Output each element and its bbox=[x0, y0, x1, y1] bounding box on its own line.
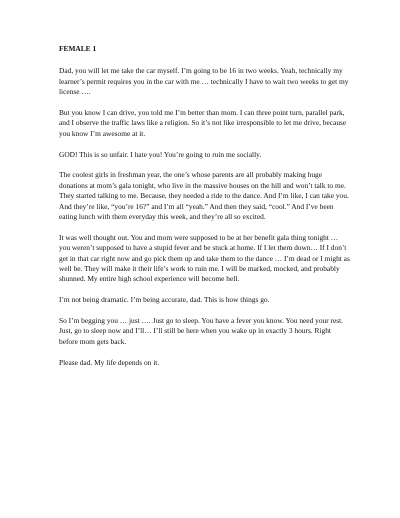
paragraph: The coolest girls in freshman year, the one’s whose parents are all probably making huge donations at mom’s gala tonight, who live in the massive houses on the hill and won’t talk to me. They started talking to me. Because, they needed a ride to the dance. And I’m like, I can take you. And they’re like, “you’re 16?” and I’m all “yeah.” And then they said, “cool.” And I’ve been eating lunch with them everyday this week, and they’re all so excited. bbox=[59, 170, 349, 222]
paragraph: GOD! This is so unfair. I hate you! You’re going to ruin me socially. bbox=[59, 149, 262, 159]
paragraph: So I’m begging you … just …. Just go to sleep. You have a fever you know. You need your rest. Just, go to sleep now and I’ll… I’ll still be here when you wake up in exactly 3 hours. Right before mom gets back. bbox=[59, 316, 344, 346]
paragraph: I’m not being dramatic. I’m being accurate, dad. This is how things go. bbox=[59, 295, 270, 305]
paragraph: But you know I can drive, you told me I’m better than mom. I can three point turn, parallel park, and I observe the traffic laws like a religion. So it’s not like irresponsible to let me drive, because you know I’m awesome at it. bbox=[59, 108, 347, 138]
document-heading: FEMALE 1 bbox=[59, 44, 97, 53]
document-body bbox=[59, 44, 351, 378]
paragraph: Dad, you will let me take the car myself. I’m going to be 16 in two weeks. Yeah, technically my learner’s permit requires you in the car with me … technically I have to wait two weeks to get my license …. bbox=[59, 66, 349, 97]
paragraph: Please dad. My life depends on it. bbox=[59, 357, 160, 367]
paragraph: It was well thought out. You and mom were supposed to be at her benefit gala thing tonight … you weren’t supposed to have a stupid fever and be stuck at home. If I let them down… If I don’t get in that car right now and go pick them up and take them to the dance … I’m dead or I might as well be. They will make it their life’s work to ruin me. I will be marked, mocked, and probably shunned. My entire high school experience will become hell. bbox=[59, 232, 350, 284]
